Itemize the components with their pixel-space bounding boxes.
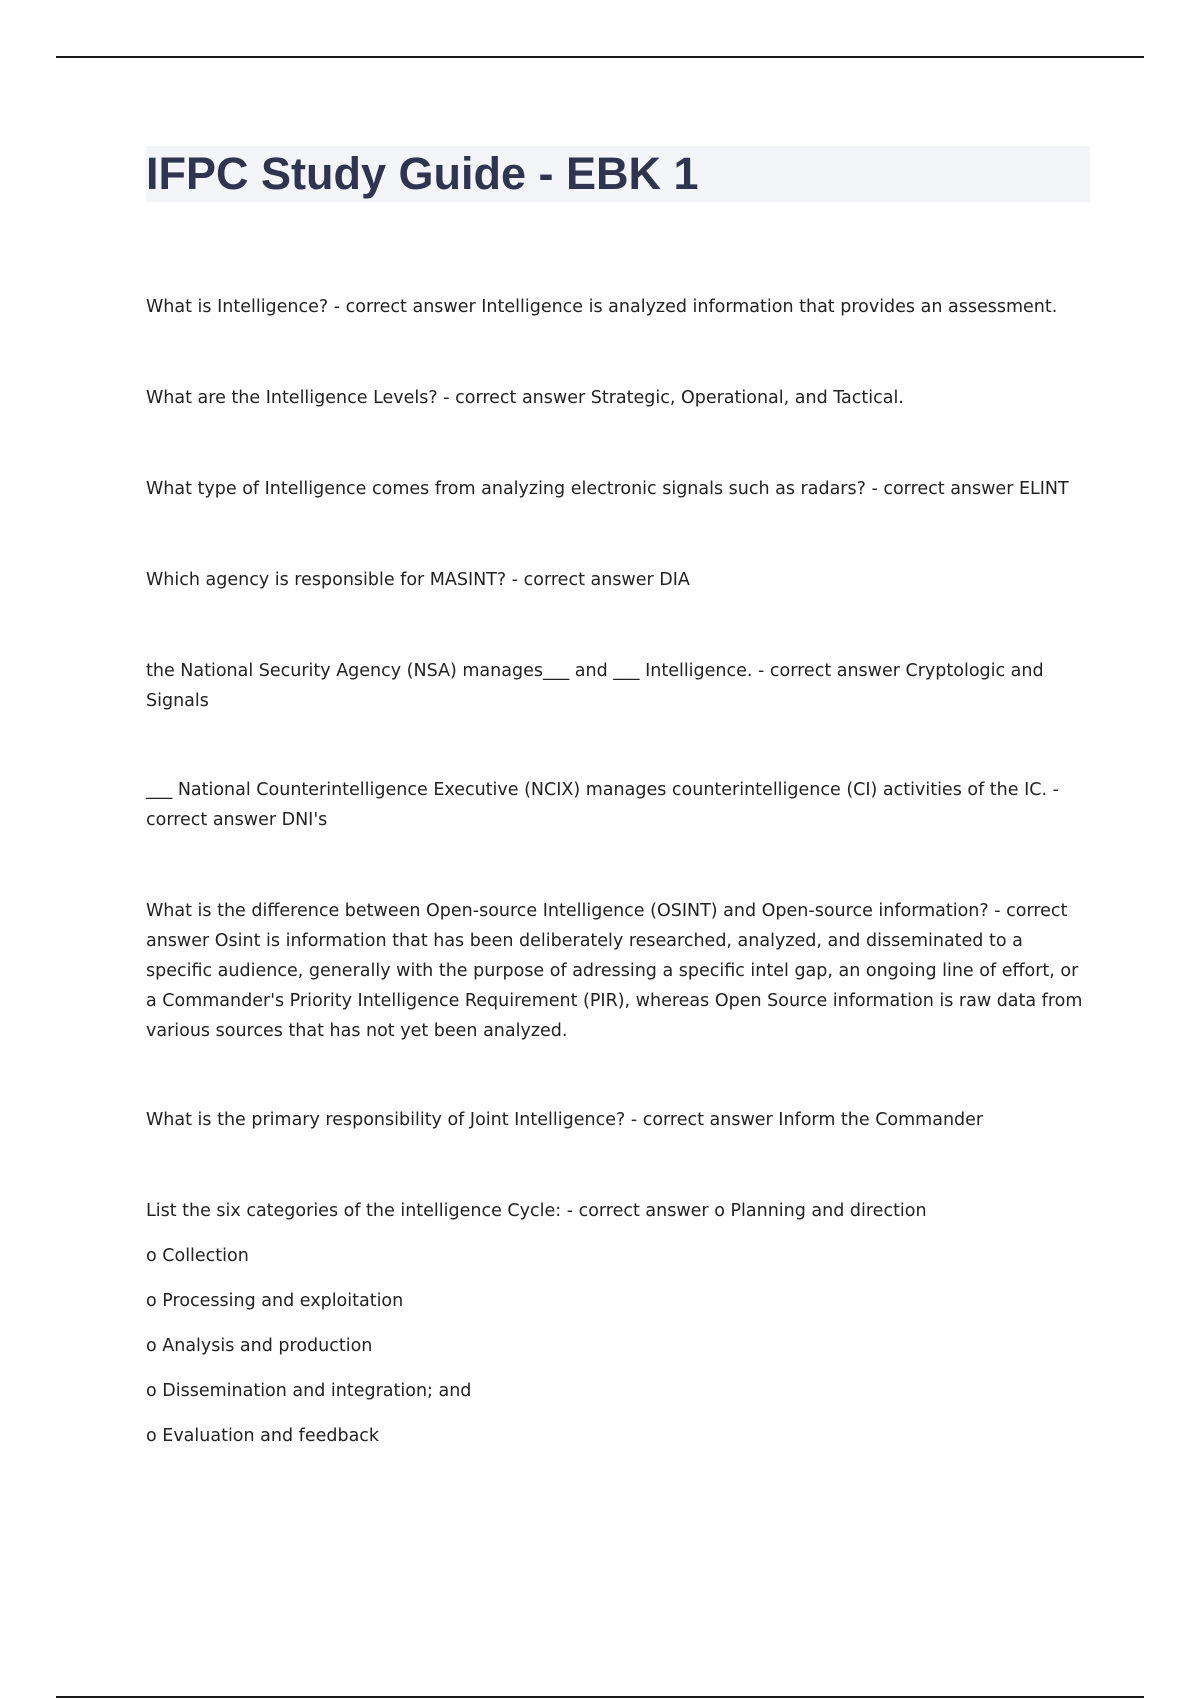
qa-item [146, 383, 1090, 413]
cycle-list-item: o Processing and exploitation [146, 1291, 404, 1311]
cycle-list-item: o Evaluation and feedback [146, 1426, 380, 1446]
qa-text: ___ National Counterintelligence Executive (NCIX) manages counterintelligence (CI) activities of the IC. - correct answer DNI's [146, 780, 1059, 830]
qa-item [146, 1196, 1090, 1451]
qa-text: Which agency is responsible for MASINT? - correct answer DIA [146, 570, 690, 590]
qa-item [146, 775, 1090, 835]
qa-item [146, 1105, 1090, 1135]
qa-item [146, 656, 1090, 716]
cycle-list-item: o Analysis and production [146, 1336, 373, 1356]
bottom-rule [56, 1696, 1144, 1698]
qa-text: What type of Intelligence comes from analyzing electronic signals such as radars? - correct answer ELINT [146, 479, 1069, 499]
top-rule [56, 56, 1144, 58]
qa-text: What is Intelligence? - correct answer Intelligence is analyzed information that provides an assessment. [146, 297, 1058, 317]
document-title: IFPC Study Guide - EBK 1 [146, 148, 699, 199]
qa-item [146, 565, 1090, 595]
qa-text: What are the Intelligence Levels? - correct answer Strategic, Operational, and Tactical. [146, 388, 904, 408]
qa-item [146, 474, 1090, 504]
qa-text: What is the primary responsibility of Joint Intelligence? - correct answer Inform the Commander [146, 1110, 984, 1130]
cycle-list-item: o Collection [146, 1246, 249, 1266]
cycle-list-item: o Dissemination and integration; and [146, 1381, 472, 1401]
qa-text: What is the difference between Open-source Intelligence (OSINT) and Open-source information? - correct answer Osint is information that has been deliberately researched, analyzed, and disseminated to a specific audience, generally with the purpose of adressing a specific intel gap, an ongoing line of effort, or a Commander's Priority Intelligence Requirement (PIR), whereas Open Source information is raw data from various sources that has not yet been analyzed. [146, 901, 1083, 1041]
qa-item [146, 292, 1090, 322]
qa-item [146, 896, 1090, 1046]
qa-text: the National Security Agency (NSA) manages___ and ___ Intelligence. - correct answer Cryptologic and Signals [146, 661, 1044, 711]
qa-text: List the six categories of the intelligence Cycle: - correct answer o Planning and direction [146, 1201, 927, 1221]
